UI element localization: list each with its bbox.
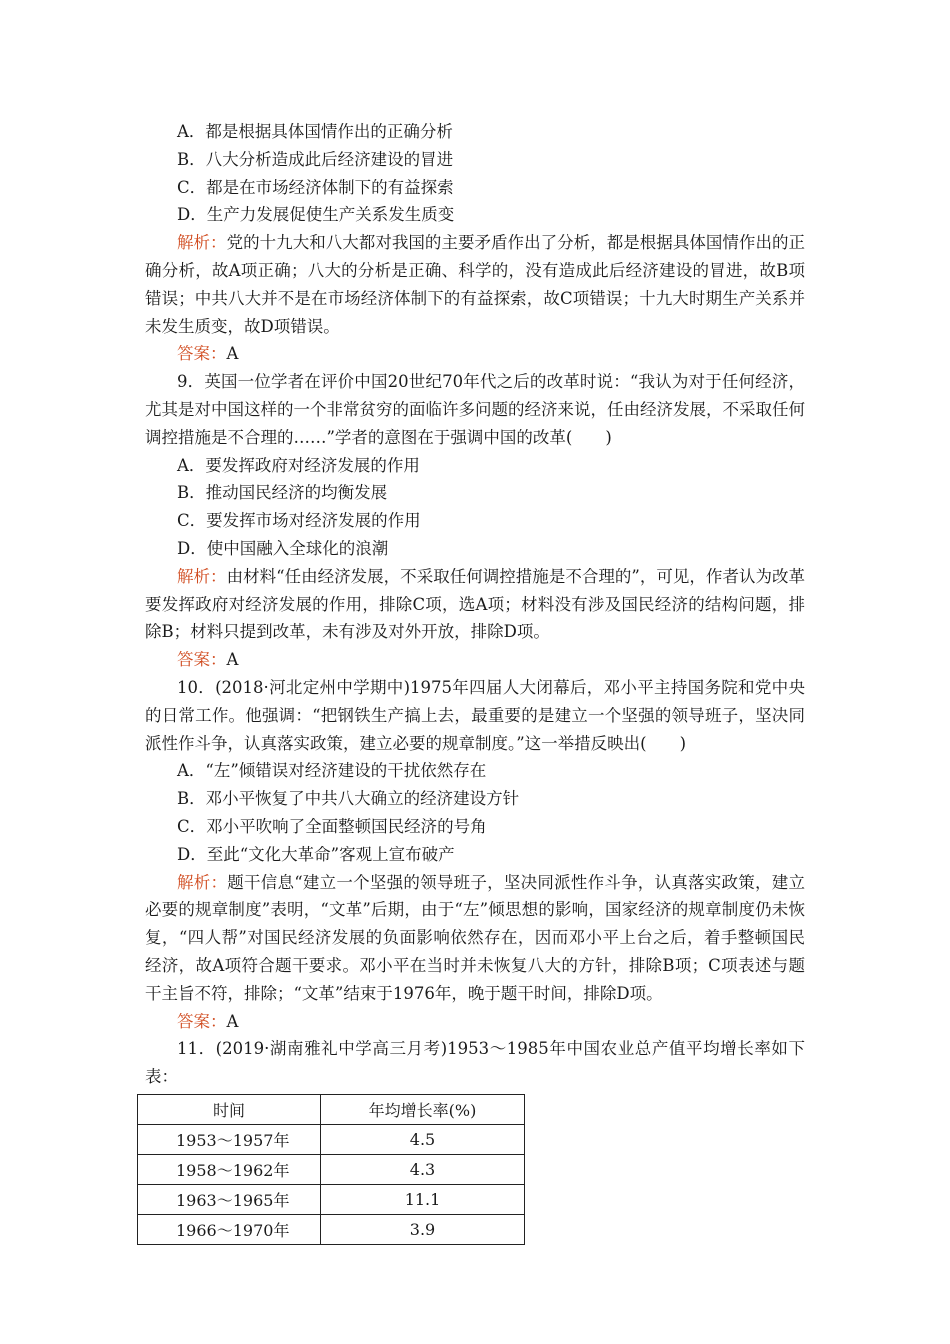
q9-analysis-label: 解析： — [177, 566, 227, 586]
q10-option-c: C．邓小平吹响了全面整顿国民经济的号角 — [177, 816, 487, 836]
q8-answer-label: 答案： — [177, 344, 227, 364]
q8-option-c: C．都是在市场经济体制下的有益探索 — [177, 177, 454, 197]
q10-stem: 10．(2018·河北定州中学期中)1975年四届人大闭幕后，邓小平主持国务院和党中央的日常工作。他强调：“把钢铁生产搞上去，最重要的是建立一个坚强的领导班子，坚决同派性作斗争，认真落实政策，建立必要的规章制度。”这一举措反映出( ) — [145, 677, 805, 753]
q8-option-d: D．生产力发展促使生产关系发生质变 — [177, 205, 455, 225]
q10-analysis-label: 解析： — [177, 872, 228, 892]
table-row — [138, 1124, 525, 1154]
q8-answer-value: A — [226, 344, 239, 364]
table-cell-period: 1963～1965年 — [138, 1184, 321, 1214]
table-cell-period: 1958～1962年 — [138, 1154, 321, 1184]
table-cell-rate: 3.9 — [321, 1214, 525, 1244]
q10-option-d: D．至此“文化大革命”客观上宣布破产 — [177, 844, 455, 864]
q8-analysis — [145, 229, 805, 340]
q11-stem: 11．(2019·湖南雅礼中学高三月考)1953～1985年中国农业总产值平均增长率如下表： — [145, 1039, 805, 1087]
q10-analysis-text: 题干信息“建立一个坚强的领导班子，坚决同派性作斗争，认真落实政策，建立必要的规章制度”表明，“文革”后期，由于“左”倾思想的影响，国家经济的规章制度仍未恢复，“四人帮”对国民经济发展的负面影响依然存在，因而邓小平上台之后，着手整顿国民经济，故A项符合题干要求。邓小平在当时并未恢复八大的方针，排除B项；C项表述与题干主旨不符，排除；“文革”结束于1976年，晚于题干时间，排除D项。 — [145, 872, 806, 1003]
q9-answer-value: A — [226, 650, 239, 670]
q10-answer-label: 答案： — [177, 1011, 227, 1031]
q9-answer — [145, 646, 805, 674]
q9-option-a: A．要发挥政府对经济发展的作用 — [177, 455, 420, 475]
q8-analysis-label: 解析： — [177, 233, 227, 253]
q8-option-b: B．八大分析造成此后经济建设的冒进 — [177, 149, 454, 169]
table-header-time: 时间 — [138, 1094, 321, 1124]
q9-analysis — [145, 563, 805, 646]
table-row — [138, 1154, 525, 1184]
q9-option-c: C．要发挥市场对经济发展的作用 — [177, 511, 421, 531]
table-header-row — [138, 1094, 525, 1124]
q8-answer — [145, 340, 805, 368]
growth-rate-table — [137, 1094, 525, 1245]
q9-stem: 9．英国一位学者在评价中国20世纪70年代之后的改革时说：“我认为对于任何经济，尤其是对中国这样的一个非常贫穷的面临许多问题的经济来说，任由经济发展，不采取任何调控措施是不合理的……”学者的意图在于强调中国的改革( ) — [145, 372, 805, 447]
q10-analysis — [145, 869, 805, 1008]
table-row — [138, 1184, 525, 1214]
q8-option-a: A．都是根据具体国情作出的正确分析 — [177, 122, 453, 141]
q10-answer-value: A — [226, 1011, 239, 1031]
table-cell-rate: 4.5 — [321, 1124, 525, 1154]
q10-answer — [145, 1008, 805, 1036]
q9-analysis-text: 由材料“任由经济发展，不采取任何调控措施是不合理的”，可见，作者认为改革要发挥政府对经济发展的作用，排除C项，选A项；材料没有涉及国民经济的结构问题，排除B；材料只提到改革，未有涉及对外开放，排除D项。 — [145, 566, 806, 642]
table-cell-period: 1966～1970年 — [138, 1214, 321, 1244]
q9-answer-label: 答案： — [177, 650, 227, 670]
table-cell-period: 1953～1957年 — [138, 1124, 321, 1154]
table-header-rate: 年均增长率(%) — [321, 1094, 525, 1124]
q10-option-a: A．“左”倾错误对经济建设的干扰依然存在 — [177, 761, 487, 781]
q8-analysis-text: 党的十九大和八大都对我国的主要矛盾作出了分析，都是根据具体国情作出的正确分析，故A项正确；八大的分析是正确、科学的，没有造成此后经济建设的冒进，故B项错误；中共八大并不是在市场经济体制下的有益探索，故C项错误；十九大时期生产关系并未发生质变，故D项错误。 — [145, 233, 806, 336]
q9-option-d: D．使中国融入全球化的浪潮 — [177, 538, 389, 558]
table-cell-rate: 4.3 — [321, 1154, 525, 1184]
table-row — [138, 1214, 525, 1244]
q9-option-b: B．推动国民经济的均衡发展 — [177, 483, 388, 503]
table-cell-rate: 11.1 — [321, 1184, 525, 1214]
question-content — [145, 118, 805, 1091]
q10-option-b: B．邓小平恢复了中共八大确立的经济建设方针 — [177, 789, 520, 809]
